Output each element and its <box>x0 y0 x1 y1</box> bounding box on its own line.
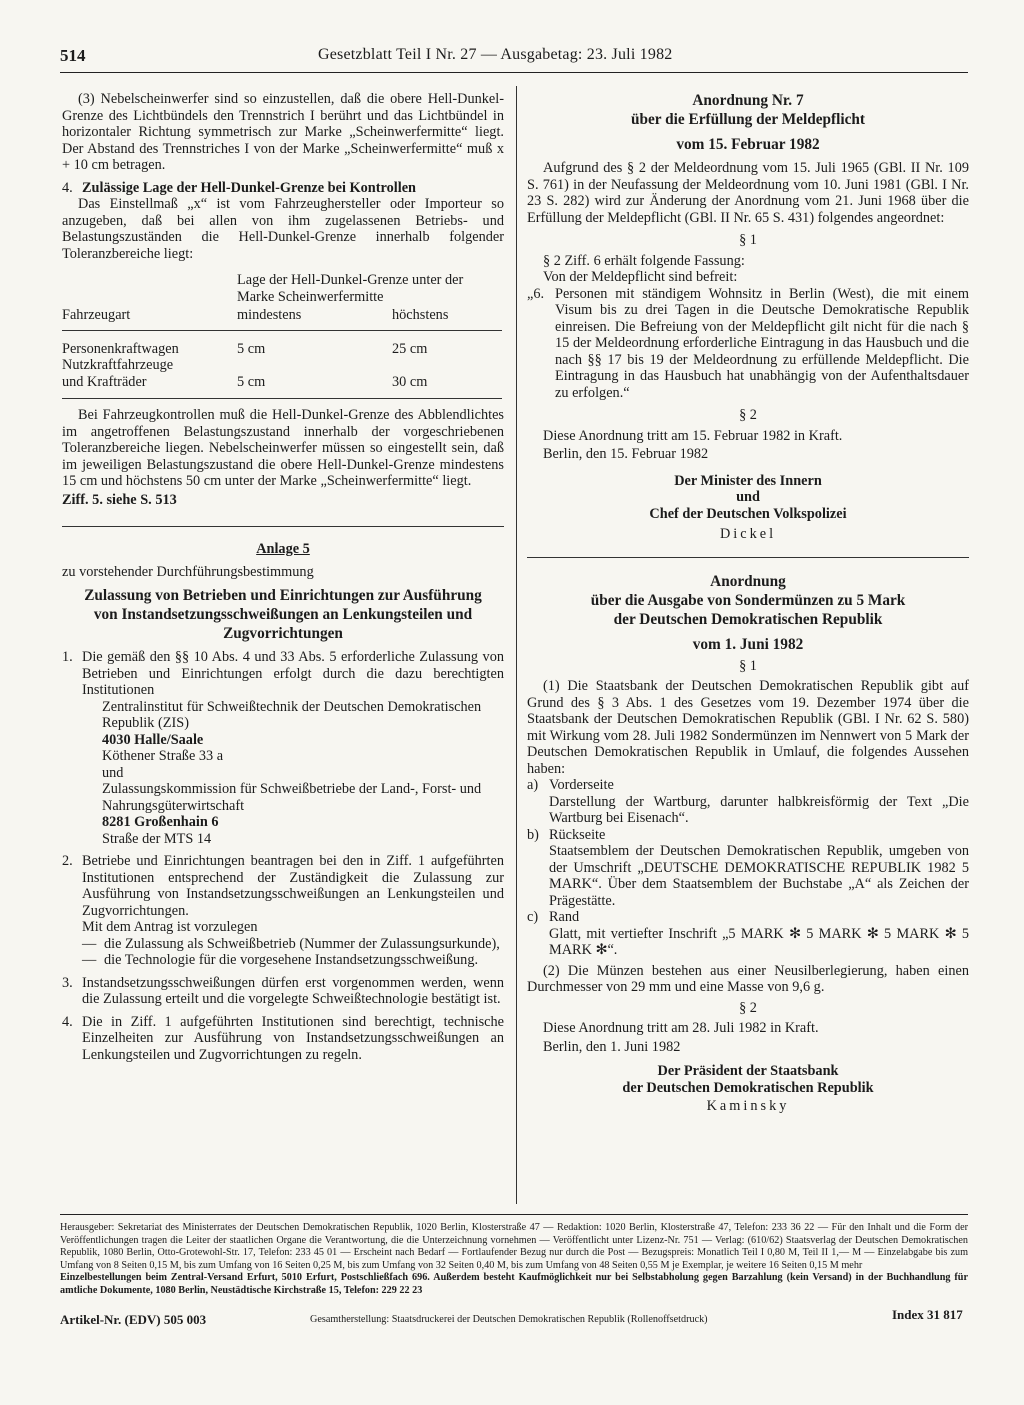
sub-item <box>527 777 969 827</box>
table-row <box>62 374 502 391</box>
place-date: Berlin, den 15. Februar 1982 <box>543 446 709 462</box>
cell-min: 5 cm <box>237 340 266 357</box>
cell-max: 30 cm <box>392 373 428 390</box>
cell-type: Personenkraftwagen <box>62 340 179 357</box>
paragraph-kontrolle: Bei Fahrzeugkontrollen muß die Hell-Dunkel-Grenze des Abblendlichtes im angetroffenen Belastungszustand innerhalb der vorgeschriebenen Toleranzbereiche liegen. Nebelscheinwerfer müssen so eingestellt sein, daß im jeweiligen Belastungszustand die obere Hell-Dunkel-Grenze mindestens 15 cm und höchstens 50 cm unter der Marke „Scheinwerfermitte“ liegt. <box>62 407 504 489</box>
sub-heading: Vorderseite <box>549 777 614 793</box>
paragraph-text: Von der Meldepflicht sind befreit: <box>543 269 738 285</box>
signature-line: der Deutschen Demokratischen Republik <box>622 1079 874 1096</box>
section-rule <box>527 557 969 558</box>
table-group-header: Lage der Hell-Dunkel-Grenze unter der Marke Scheinwerfermitte <box>237 272 464 305</box>
item-text: Betriebe und Einrichtungen beantragen bei den in Ziff. 1 aufgeführten Institutionen entsprechend der Zuständigkeit die Zulassung zur Ausführung von Instandsetzungsschweißungen an Lenkungsteilen und Zugvorrichtungen. <box>82 853 504 919</box>
item-number: 1. <box>62 649 73 665</box>
quoted-item <box>527 286 969 402</box>
left-column <box>62 91 504 1063</box>
dash-text: die Technologie für die vorgesehene Instandsetzungsschweißung. <box>104 952 479 968</box>
cell-min: 5 cm <box>237 373 266 390</box>
sub-letter: a) <box>527 777 539 793</box>
printer-info: Gesamtherstellung: Staatsdruckerei der Deutschen Demokratischen Republik (Rollenoffsetdruck) <box>310 1314 708 1325</box>
item-text: Personen mit ständigem Wohnsitz in Berlin (West), die mit einem Visum bis zu drei Tagen in die Deutsche Demokratische Republik einreisen. Die Befreiung von der Meldepflicht gilt nicht für die nach § 15 der Meldeordnung erforderliche Eintragung in das Hausbuch und die nach §§ 17 bis 19 der Meldeordnung zu erfüllende Meldepflicht. Die Eintragung in das Hausbuch hat unabhängig von der Aufenthaltsdauer zu erfolgen.“ <box>555 285 969 401</box>
sub-text: Darstellung der Wartburg, darunter halbkreisförmig der Text „Die Wartburg bei Eisenach“. <box>549 793 969 826</box>
address-line: Zentralinstitut für Schweißtechnik der Deutschen Demokratischen Republik (ZIS) <box>102 698 482 731</box>
sub-heading: Rückseite <box>549 826 606 843</box>
article-number: Artikel-Nr. (EDV) 505 003 <box>60 1312 207 1327</box>
anordnung-subtitle: der Deutschen Demokratischen Republik <box>613 610 883 628</box>
imprint-text: Herausgeber: Sekretariat des Ministerrates der Deutschen Demokratischen Republik, 1020 Berlin, Klosterstraße 47 — Redaktion: 1020 Berlin, Klosterstraße 47, Telefon: 233 36 22 — Für den Inhalt und die Form der Veröffentlichungen tragen die Leiter der staatlichen Organe die Verantwortung, die die Unterzeichnung vornehmen — Veröffentlicht unter Lizenz-Nr. 751 — Verlag: (610/62) Staatsverlag der Deutschen Demokratischen Republik, 1080 Berlin, Otto-Grotewohl-Str. 17, Telefon: 233 45 01 — Erscheint nach Bedarf — Fortlaufender Bezug nur durch die Post — Bezugspreis: Monatlich Teil I 0,80 M, Teil II 1,— M — Einzelabgabe bis zum Umfang von 8 Seiten 0,15 M, bis zum Umfang von 16 Seiten 0,25 M, bis zum Umfang von 32 Seiten 0,40 M, bis zum Umfang von 48 Seiten 0,55 M je Exemplar, je weitere 16 Seiten 0,15 M mehr <box>60 1222 968 1271</box>
cell-max: 25 cm <box>392 340 428 357</box>
signature-line: Der Präsident der Staatsbank <box>657 1063 839 1079</box>
item-4-heading <box>62 180 504 197</box>
signature-line: Chef der Deutschen Volkspolizei <box>649 505 847 522</box>
address-line: 8281 Großenhain 6 <box>102 814 219 830</box>
address-line: 4030 Halle/Saale <box>102 731 204 748</box>
sub-text: Staatsemblem der Deutschen Demokratischen Republik, umgeben von der Umschrift „DEUTSCHE DEMOKRATISCHE REPUBLIK 1982 5 MARK“. Über dem Staatsemblem der Buchstabe „A“ als Zeichen der Prägestätte. <box>549 843 969 909</box>
table-row <box>62 341 502 358</box>
imprint <box>60 1222 968 1298</box>
col-header-type: Fahrzeugart <box>62 307 131 323</box>
column-divider <box>516 86 517 1204</box>
table-header-row <box>62 272 502 305</box>
item-4-text: Das Einstellmaß „x“ ist vom Fahrzeughersteller oder Importeur so anzugeben, daß bei allen von ihm zugelassenen Betriebs- und Belastungszuständen die Hell-Dunkel-Grenze innerhalb folgender Toleranzbereiche liegt: <box>62 196 504 262</box>
col-header-max: höchstens <box>392 307 449 323</box>
paragraph-text: (1) Die Staatsbank der Deutschen Demokratischen Republik gibt auf Grund des § 3 Abs. 1 des Gesetzes vom 19. Dezember 1974 über die Staatsbank der Deutschen Demokratischen Republik (GBl. I Nr. 62 S. 580) mit Wirkung vom 28. Juli 1982 Sondermünzen im Nennwert von 5 Mark der Deutschen Demokratischen Republik in Umlauf, die folgendes Aussehen haben: <box>527 678 969 777</box>
signatory-name: Kaminsky <box>706 1098 790 1114</box>
footer-rule <box>60 1214 968 1215</box>
item-number: 2. <box>62 853 73 869</box>
list-item <box>62 853 504 936</box>
list-item <box>62 649 504 699</box>
header-rule <box>60 72 968 73</box>
place-date: Berlin, den 1. Juni 1982 <box>543 1038 681 1055</box>
anordnung-7-subtitle: über die Erfüllung der Meldepflicht <box>631 111 865 128</box>
col-header-min: mindestens <box>237 307 302 323</box>
sub-letter: c) <box>527 909 539 925</box>
item-number: „6. <box>527 285 545 302</box>
sub-text: Glatt, mit vertiefter Inschrift „5 MARK ✻ 5 MARK ✻ 5 MARK ✻ 5 MARK ✻“. <box>549 925 969 958</box>
sub-item <box>527 827 969 910</box>
gazette-title: Gesetzblatt Teil I Nr. 27 — Ausgabetag: 23. Juli 1982 <box>318 46 673 63</box>
anordnung-7-date: vom 15. Februar 1982 <box>676 136 820 153</box>
section-symbol: § 2 <box>739 999 757 1016</box>
paragraph-text: Diese Anordnung tritt am 15. Februar 1982 in Kraft. <box>543 427 843 444</box>
page-header <box>60 46 964 68</box>
page-number: 514 <box>60 46 86 65</box>
tolerance-table <box>62 272 502 399</box>
section-symbol: § 2 <box>739 407 757 423</box>
address-line: Zulassungskommission für Schweißbetriebe der Land-, Forst- und Nahrungsgüterwirtschaft <box>102 781 482 814</box>
address-line: und <box>102 764 124 781</box>
item-number: 4. <box>62 1013 73 1030</box>
section-symbol: § 1 <box>739 232 757 248</box>
signature-line: und <box>736 489 760 505</box>
sub-heading: Rand <box>549 909 580 925</box>
right-column <box>527 91 969 1115</box>
index-number: Index 31 817 <box>892 1307 963 1322</box>
item-text: Die in Ziff. 1 aufgeführten Institutionen sind berechtigt, technische Einzelheiten zur Ausführung von Instandsetzungsschweißungen an Lenkungsteilen und Zugvorrichtungen zu regeln. <box>82 1013 504 1063</box>
cell-type: Nutzkraftfahrzeuge <box>62 357 174 373</box>
table-row <box>62 357 502 374</box>
address-line: Straße der MTS 14 <box>102 830 212 847</box>
sub-letter: b) <box>527 826 539 843</box>
dash-item: — die Zulassung als Schweißbetrieb (Nummer der Zulassungsurkunde), <box>82 936 504 953</box>
address-block-zis <box>102 699 504 848</box>
anordnung-title: Anordnung <box>710 572 786 590</box>
anlage-heading: Zulassung von Betrieben und Einrichtungen zur Ausführung von Instandsetzungsschweißungen an Lenkungsteilen und Zugvorrichtungen <box>84 587 482 642</box>
list-item <box>62 975 504 1008</box>
anlage-title: Anlage 5 <box>256 541 310 557</box>
anlage-subtitle: zu vorstehender Durchführungsbestimmung <box>62 563 314 580</box>
anordnung-7-title: Anordnung Nr. 7 <box>692 92 804 109</box>
signatory-name: Dickel <box>719 526 777 542</box>
item-text: Mit dem Antrag ist vorzulegen <box>82 919 258 935</box>
paragraph-3: (3) Nebelscheinwerfer sind so einzustellen, daß die obere Hell-Dunkel-Grenze des Lichtbündels den Trennstrich I berührt und das Lichtbündel in horizontaler Richtung symmetrisch zur Marke „Scheinwerfermitte“ liegt. Der Abstand des Trennstriches I von der Marke „Scheinwerfermitte“ muß x + 10 cm betragen. <box>62 91 504 173</box>
item-text: Die gemäß den §§ 10 Abs. 4 und 33 Abs. 5 erforderliche Zulassung von Betrieben und Einrichtungen erfolgt durch die dazu berechtigten Institutionen <box>82 649 504 698</box>
dash-item: — die Technologie für die vorgesehene Instandsetzungsschweißung. <box>82 952 504 969</box>
item-number: 4. <box>62 179 73 196</box>
sub-item <box>527 909 969 959</box>
address-line: Köthener Straße 33 a <box>102 748 224 764</box>
paragraph-text: (2) Die Münzen bestehen aus einer Neusilberlegierung, haben einen Durchmesser von 29 mm und eine Masse von 9,6 g. <box>527 962 969 995</box>
dash-text: die Zulassung als Schweißbetrieb (Nummer der Zulassungsurkunde), <box>104 935 500 952</box>
item-number: 3. <box>62 974 73 991</box>
section-rule <box>62 526 504 527</box>
ziff-5-reference: Ziff. 5. siehe S. 513 <box>62 491 177 508</box>
order-info: Einzelbestellungen beim Zentral-Versand Erfurt, 5010 Erfurt, Postschließfach 696. Außerdem besteht Kaufmöglichkeit nur bei Selbstabholung gegen Barzahlung (kein Versand) in der Buchhandlung für amtliche Dokumente, 1080 Berlin, Neustädtische Kirchstraße 15, Telefon: 229 22 23 <box>60 1272 968 1296</box>
paragraph-text: § 2 Ziff. 6 erhält folgende Fassung: <box>543 252 745 269</box>
section-symbol: § 1 <box>739 657 757 674</box>
table-header-row <box>62 305 502 330</box>
list-item <box>62 1014 504 1064</box>
anordnung-7-intro: Aufgrund des § 2 der Meldeordnung vom 15. Juli 1965 (GBl. II Nr. 109 S. 761) in der Neufassung der Meldeordnung vom 10. Juni 1981 (GBl. I Nr. 23 S. 282) wird zur Änderung der Anordnung vom 21. Juni 1968 über die Erfüllung der Meldepflicht (GBl. II Nr. 65 S. 431) folgendes angeordnet: <box>527 160 969 226</box>
item-4-title: Zulässige Lage der Hell-Dunkel-Grenze bei Kontrollen <box>82 179 416 196</box>
cell-type: und Krafträder <box>62 373 147 390</box>
signature-line: Der Minister des Innern <box>674 472 822 489</box>
anordnung-subtitle: über die Ausgabe von Sondermünzen zu 5 Mark <box>590 591 906 609</box>
paragraph-text: Diese Anordnung tritt am 28. Juli 1982 in Kraft. <box>543 1020 819 1036</box>
item-text: Instandsetzungsschweißungen dürfen erst vorgenommen werden, wenn die Zulassung erteilt und die vorgelegte Schweißtechnologie bestätigt ist. <box>82 974 504 1007</box>
anordnung-date: vom 1. Juni 1982 <box>692 635 804 653</box>
